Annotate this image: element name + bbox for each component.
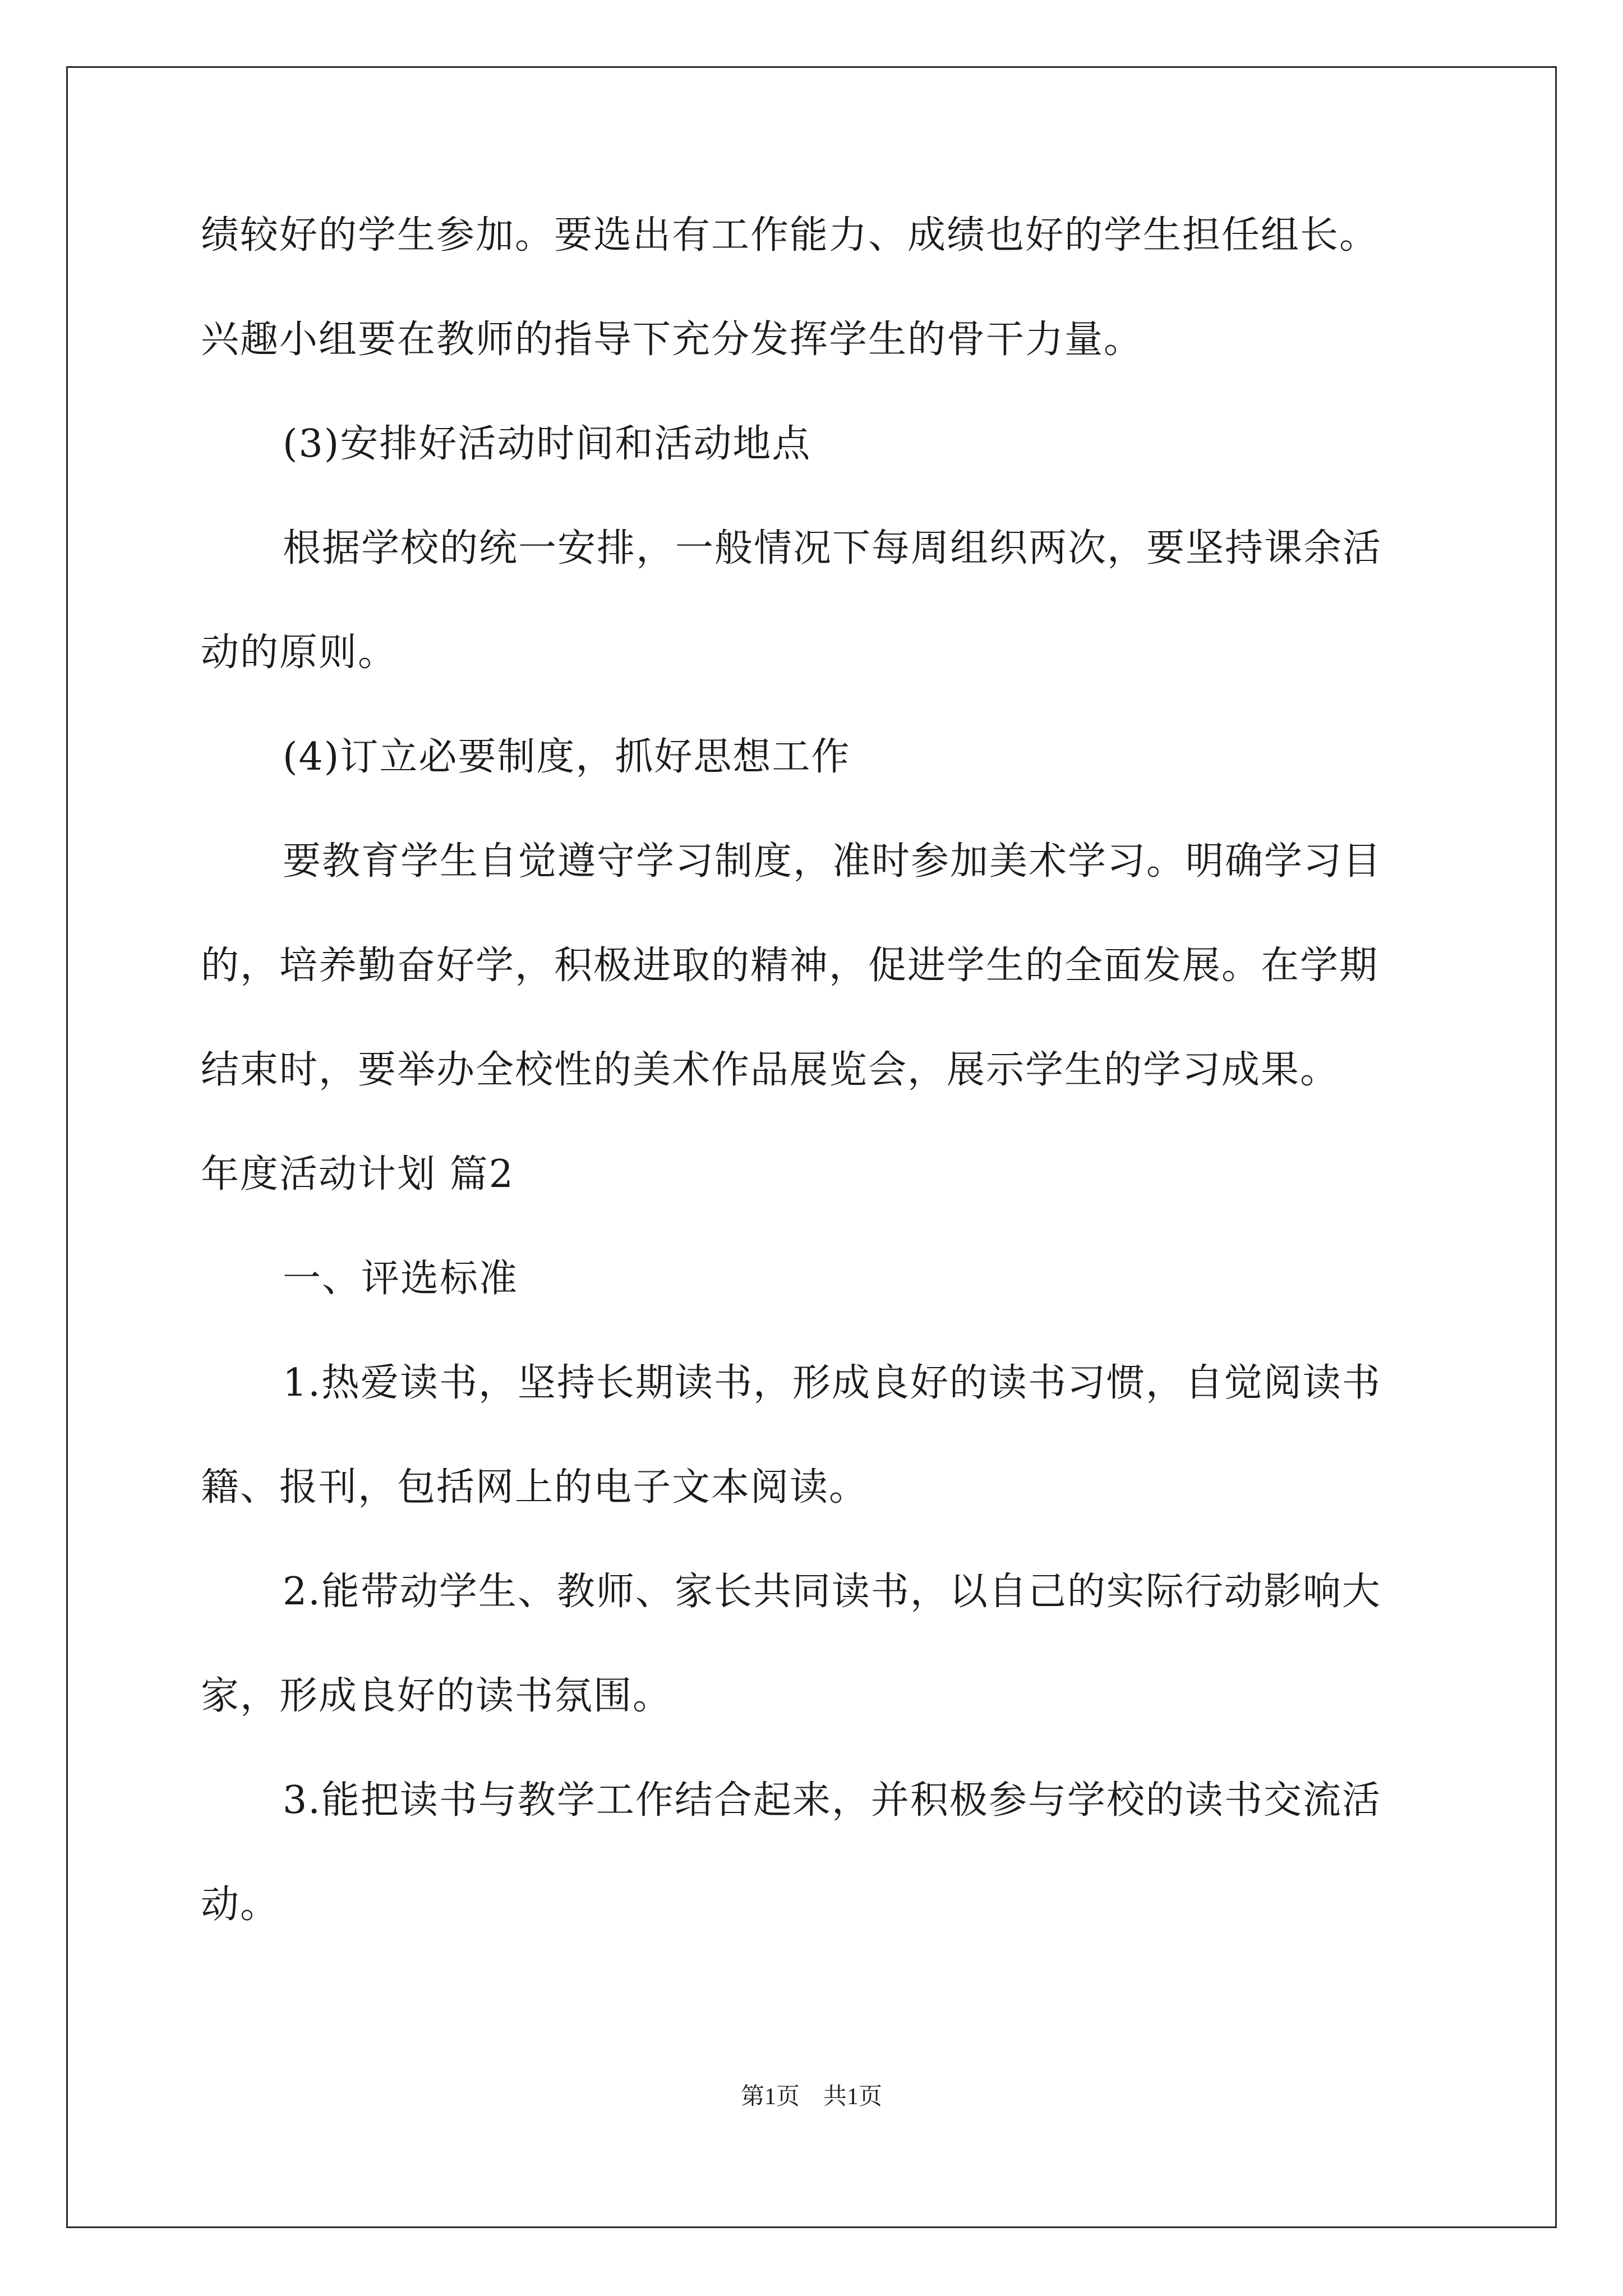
paragraph-line: 结束时，要举办全校性的美术作品展览会，展示学生的学习成果。 [201, 1048, 1340, 1092]
article-title: 年度活动计划 篇2 [201, 1152, 514, 1197]
section-heading: (3)安排好活动时间和活动地点 [283, 422, 811, 466]
list-item-line: 1.热爱读书，坚持长期读书，形成良好的读书习惯，自觉阅读书 [283, 1361, 1381, 1405]
section-heading: (4)订立必要制度，抓好思想工作 [283, 735, 851, 779]
page-number-footer: 第1页 共1页 [740, 2084, 882, 2110]
list-item-line: 2.能带动学生、教师、家长共同读书，以自己的实际行动影响大 [283, 1570, 1381, 1614]
list-item-line: 动。 [201, 1883, 280, 1927]
section-heading: 一、评选标准 [283, 1257, 519, 1301]
paragraph-line: 动的原则。 [201, 631, 398, 675]
paragraph-line: 绩较好的学生参加。要选出有工作能力、成绩也好的学生担任组长。 [201, 213, 1379, 257]
paragraph-line: 的，培养勤奋好学，积极进取的精神，促进学生的全面发展。在学期 [201, 944, 1379, 988]
paragraph-line: 要教育学生自觉遵守学习制度，准时参加美术学习。明确学习目 [283, 839, 1382, 884]
list-item-line: 籍、报刊，包括网上的电子文本阅读。 [201, 1465, 869, 1510]
paragraph-line: 根据学校的统一安排，一般情况下每周组织两次，要坚持课余活 [283, 526, 1382, 570]
paragraph-line: 兴趣小组要在教师的指导下充分发挥学生的骨干力量。 [201, 318, 1144, 362]
list-item-line: 家，形成良好的读书氛围。 [201, 1674, 672, 1718]
list-item-line: 3.能把读书与教学工作结合起来，并积极参与学校的读书交流活 [283, 1778, 1381, 1823]
